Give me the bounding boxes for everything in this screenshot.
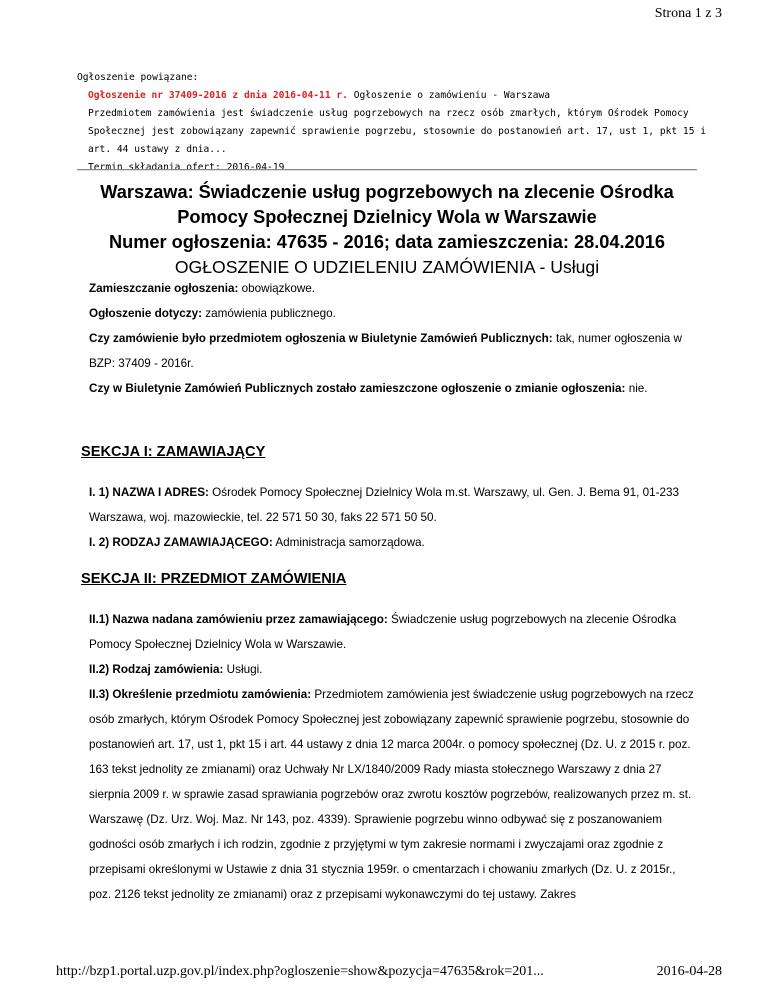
footer-url: http://bzp1.portal.uzp.gov.pl/index.php?ogloszenie=show&pozycja=47635&rok=201... xyxy=(56,964,544,979)
notice-number-date: Numer ogłoszenia: 47635 - 2016; data zamieszczenia: 28.04.2016 xyxy=(108,232,665,252)
section2-heading: SEKCJA II: PRZEDMIOT ZAMÓWIENIA xyxy=(81,571,347,587)
intro-value: zamówienia publicznego. xyxy=(202,307,336,320)
section1-item xyxy=(77,480,697,530)
section2-block xyxy=(77,607,697,907)
section2-value: Usługi. xyxy=(223,663,263,676)
related-description: Przedmiotem zamówienia jest świadczenie usług pogrzebowych na rzecz osób zmarłych, którym Ośrodek Pomocy Społecznej jest zobowiązany zapewnić sprawienie pogrzebu, stosownie do postanowień art. 17, ust 1, pkt 15 i art. 44 ustawy z dnia... xyxy=(88,108,707,155)
related-body xyxy=(77,87,717,177)
intro-value: tak, numer ogłoszenia w BZP: 37409 - 2016r. xyxy=(89,332,682,370)
page-number-header: Strona 1 z 3 xyxy=(654,6,722,21)
section1-item xyxy=(77,530,697,555)
divider xyxy=(77,169,697,171)
intro-value: nie. xyxy=(625,382,648,395)
section2-item xyxy=(77,682,697,907)
related-link-suffix: Ogłoszenie o zamówieniu - Warszawa xyxy=(347,90,551,101)
intro-label: Zamieszczanie ogłoszenia: xyxy=(89,282,239,295)
notice-title: Warszawa: Świadczenie usług pogrzebowych na zlecenie Ośrodka Pomocy Społecznej Dzielnicy Wola w Warszawie xyxy=(100,182,674,227)
footer-date: 2016-04-28 xyxy=(656,964,722,979)
related-notice-link[interactable]: Ogłoszenie nr 37409-2016 z dnia 2016-04-11 r. xyxy=(88,90,348,101)
intro-item xyxy=(77,301,697,326)
section1-label: I. 1) NAZWA I ADRES: xyxy=(89,486,209,499)
section1-value: Ośrodek Pomocy Społecznej Dzielnicy Wola m.st. Warszawy, ul. Gen. J. Bema 91, 01-233 Warszawa, woj. mazowieckie, tel. 22 571 50 30, faks 22 571 50 50. xyxy=(89,486,679,524)
intro-label: Czy w Biuletynie Zamówień Publicznych zostało zamieszczone ogłoszenie o zmianie ogłoszenia: xyxy=(89,382,626,395)
intro-label: Ogłoszenie dotyczy: xyxy=(89,307,203,320)
section2-label: II.2) Rodzaj zamówienia: xyxy=(89,663,224,676)
section1-heading: SEKCJA I: ZAMAWIAJĄCY xyxy=(81,444,266,460)
section1-value: Administracja samorządowa. xyxy=(272,536,425,549)
section2-item xyxy=(77,607,697,657)
section1-block xyxy=(77,480,697,555)
intro-label: Czy zamówienie było przedmiotem ogłoszenia w Biuletynie Zamówień Publicznych: xyxy=(89,332,553,345)
section2-value: Świadczenie usług pogrzebowych na zlecenie Ośrodka Pomocy Społecznej Dzielnicy Wola w Warszawie. xyxy=(89,613,677,651)
section2-label: II.1) Nazwa nadana zamówieniu przez zamawiającego: xyxy=(89,613,388,626)
section2-item xyxy=(77,657,697,682)
section2-label: II.3) Określenie przedmiotu zamówienia: xyxy=(89,688,312,701)
intro-value: obowiązkowe. xyxy=(238,282,316,295)
related-deadline: Termin składania ofert: 2016-04-19 xyxy=(88,162,285,173)
intro-item xyxy=(77,326,697,376)
intro-item xyxy=(77,376,697,401)
intro-item xyxy=(77,276,697,301)
section2-value: Przedmiotem zamówienia jest świadczenie usług pogrzebowych na rzecz osób zmarłych, którym Ośrodek Pomocy Społecznej jest zobowiązany zapewnić sprawienie pogrzebu, stosownie do postanowień art. 17, ust 1, pkt 15 i art. 44 ustawy z dnia 12 marca 2004r. o pomocy społecznej (Dz. U. z 2015 r. poz. 163 tekst jednolity ze zmianami) oraz Uchwały Nr LX/1840/2009 Rady miasta stołecznego Warszawy z dnia 27 sierpnia 2009 r. w sprawie zasad sprawiania pogrzebów oraz zwrotu kosztów pogrzebów, realizowanych przez m. st. Warszawę (Dz. Urz. Woj. Maz. Nr 143, poz. 4339). Sprawienie pogrzebu winno odbywać się z poszanowaniem godności osób zmarłych i ich rodzin, zgodnie z przyjętymi w tym zakresie normami i zwyczajami oraz zgodnie z przepisami określonymi w Ustawie z dnia 31 stycznia 1959r. o cmentarzach i chowaniu zmarłych (Dz. U. z 2015r., poz. 2126 tekst jednolity ze zmianami) oraz z przepisami wykonawczymi do tej ustawy. Zakres xyxy=(89,688,694,901)
notice-title-block xyxy=(77,180,697,280)
related-label: Ogłoszenie powiązane: xyxy=(77,72,199,83)
intro-block xyxy=(77,276,697,401)
notice-type: OGŁOSZENIE O UDZIELENIU ZAMÓWIENIA - Usługi xyxy=(174,257,600,277)
section1-label: I. 2) RODZAJ ZAMAWIAJĄCEGO: xyxy=(89,536,273,549)
related-notice xyxy=(77,69,717,177)
